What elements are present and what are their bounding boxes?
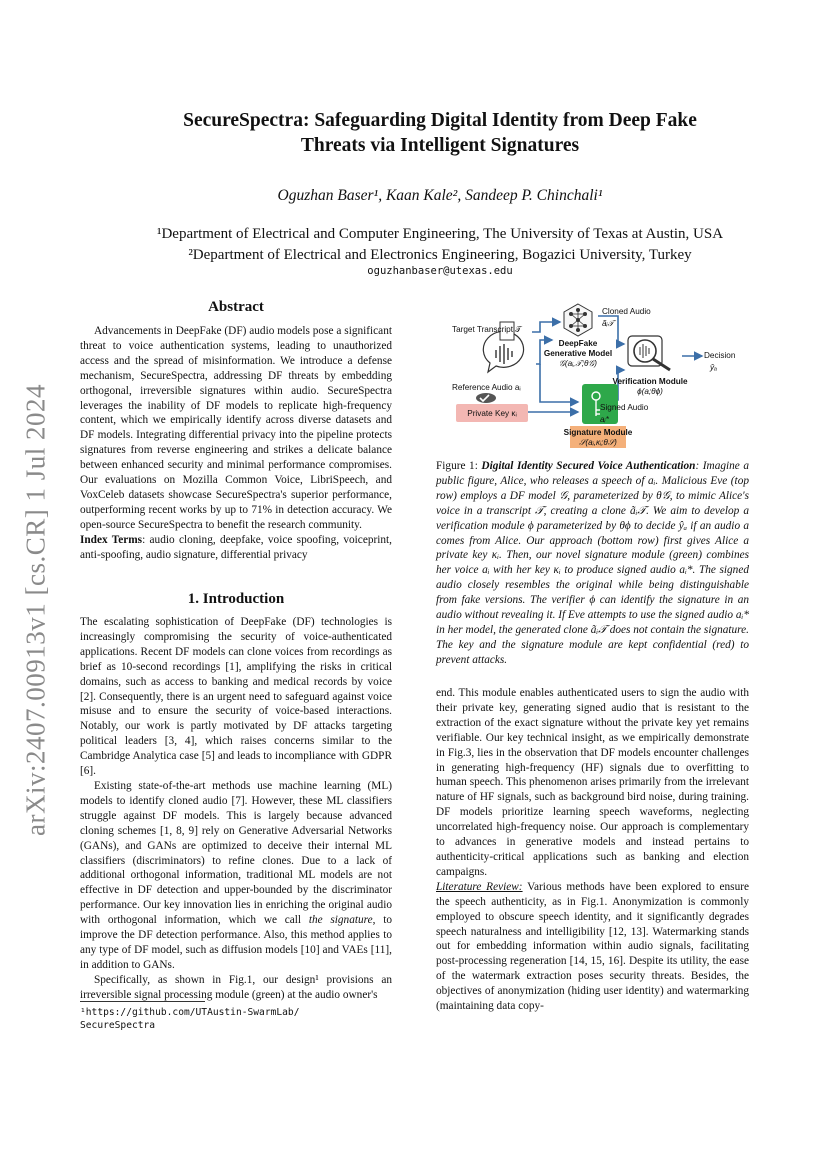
label-private-key: Private Key κᵢ	[467, 409, 517, 418]
label-signed-symbol: aᵢ*	[600, 415, 609, 424]
index-terms-label: Index Terms	[80, 533, 143, 546]
literature-review-paragraph: Literature Review: Various methods have been explored to ensure the speech authenticity, as in Fig.1. Anonymization is commonly employed to obscure speech identity, and it significantly degrades speech naturalness and intelligibility [12, 13]. Watermarking stands out for embedding information within audio signals, facilitating post-processing regeneration [14, 15, 16]. Despite its utility, the ease of the watermark extraction poses security threats. Besides, the objectives of anonymization (hiding user identity) and watermarking (maintaining data copy-	[436, 880, 749, 1013]
affiliations	[80, 224, 800, 266]
index-terms	[80, 533, 392, 563]
label-signature-formula: 𝒮(aᵢ,κᵢ;θ𝒮)	[579, 438, 617, 447]
figure-1-caption	[436, 459, 749, 668]
intro-paragraph-1: The escalating sophistication of DeepFake (DF) technologies is increasingly compromising the security of voice-authenticated applications. Recent DF models can clone voices from recordings as brief as 10-second recordings [1], amplifying the risks in critical domains, such as access to banking and medical records by voice [2]. Consequently, there is an urgent need to safeguard against voice misuse and to ensure the security of voice-based interactions. Notably, our work is partly motivated by DF attacks targeting political leaders [3, 4], which raises concerns similar to the Cambridge Analytica case [5] and leads to incompliance with GDPR [6].	[80, 616, 392, 778]
verification-magnifier-icon	[628, 336, 670, 370]
author-list: Oguzhan Baser¹, Kaan Kale², Sandeep P. Chinchali¹	[277, 187, 603, 204]
label-reference-audio: Reference Audio aᵢ	[452, 383, 521, 392]
arrow-transcript-to-deepfake	[532, 322, 560, 332]
index-terms-text: : audio cloning, deepfake, voice spoofing, voiceprint, anti-spoofing, audio signature, differential privacy	[80, 533, 392, 561]
label-cloned-audio: Cloned Audio	[602, 307, 651, 316]
affiliation-2: ²Department of Electrical and Electronics Engineering, Bogazici University, Turkey	[188, 247, 692, 263]
label-target-transcript: Target Transcript 𝒯	[452, 325, 522, 334]
literature-review-label: Literature Review:	[436, 880, 523, 893]
key-check-icon	[476, 393, 496, 403]
caption-label: Figure 1:	[436, 460, 482, 472]
arrow-reference-to-signature	[540, 364, 578, 402]
label-generative-model: Generative Model	[543, 349, 613, 358]
label-deepfake-formula: 𝒢(aᵢ,𝒯;θ𝒢)	[559, 359, 597, 368]
introduction-body	[80, 615, 392, 1003]
abstract-body	[80, 324, 392, 563]
label-cloned-symbol: ãᵢ𝒯	[602, 319, 614, 328]
label-decision-symbol: ŷₐ	[710, 363, 718, 372]
label-signature-module: Signature Module	[563, 428, 633, 437]
intro-paragraph-3: Specifically, as shown in Fig.1, our design¹ provisions an irreversible signal processing module (green) at the audio owner's	[80, 973, 392, 1001]
contact-email[interactable]: oguzhanbaser@utexas.edu	[367, 265, 513, 277]
neural-network-icon	[564, 304, 592, 336]
label-deepfake-title: DeepFake	[558, 339, 598, 348]
figure-1-diagram	[440, 300, 750, 450]
paper-title: SecureSpectra: Safeguarding Digital Identity from Deep Fake Threats via Intelligent Signatures	[183, 110, 697, 156]
abstract-text: Advancements in DeepFake (DF) audio models pose a significant threat to voice authentication systems, leading to unauthorized access and the spread of misinformation. We introduce a defense mechanism, SecureSpectra, addressing DF threats by embedding orthogonal, irreversible signatures within audio. SecureSpectra leverages the inability of DF models to replicate high-frequency content, which we empirically identify across diverse datasets and DF models. Integrating differential privacy into the pipeline protects signatures from reverse engineering and strikes a delicate balance between enhanced security and minimal performance compromises. Our evaluations on Mozilla Common Voice, LibriSpeech, and VoxCeleb datasets showcase SecureSpectra's superior performance, outperforming recent works by up to 71% in detection accuracy. We open-source SecureSpectra to benefit the research community.	[80, 325, 392, 531]
section-heading-introduction: 1. Introduction	[187, 591, 285, 607]
caption-title: Digital Identity Secured Voice Authentication	[481, 460, 696, 472]
label-decision: Decision	[704, 351, 736, 360]
abstract-heading: Abstract	[208, 299, 264, 315]
footnote-url[interactable]: ¹https://github.com/UTAustin-SwarmLab/ SecureSpectra	[80, 1007, 300, 1031]
label-verification-formula: ϕ(a;θϕ)	[637, 387, 663, 396]
footnote-divider	[80, 1001, 205, 1002]
intro-paragraph-2: Existing state-of-the-art methods use machine learning (ML) models to identify cloned audio [7]. However, these ML classifiers struggle against DF models. This is largely because advanced cloning schemes [1, 8, 9] rely on Generative Adversarial Networks (GANs), and GANs are optimized to deceive their internal ML classifiers (discriminators) to refine clones. Due to a lack of additional orthogonal information, traditional ML models are not effective in DF detection and upper-bounded by the discriminator performance. Our key innovation lies in enriching the original audio with orthogonal information, which we call the signature, to improve the DF detection performance. Also, this method applies to any type of DF model, such as diffusion models [10] and VAEs [11], in addition to GANs.	[80, 779, 393, 971]
right-column-body	[436, 686, 749, 1014]
label-verification-module: Verification Module	[612, 377, 688, 386]
caption-text: : Imagine a public figure, Alice, who releases a speech of aᵢ. Malicious Eve (top row) employs a DF model 𝒢, parameterized by θ𝒢, to mimic Alice's voice in a transcript 𝒯, creating a clone ãᵢ𝒯. We aim to develop a verification module ϕ parameterized by θϕ to decide ŷₐ if an audio a comes from Alice. Our approach (bottom row) first gives Alice a private key κᵢ. Then, our novel signature module (green) combines her voice aᵢ with her key κᵢ to produce signed audio aᵢ*. The signed audio closely resembles the original while being distinguishable from fake versions. The verifier ϕ can identify the signature in an audio without revealing it. If Eve attempts to use the signed audio aᵢ* in her model, the generated clone ãᵢ𝒯 does not contain the signature. The key and the signature module are kept confidential (red) to prevent attacks.	[436, 460, 750, 666]
label-signed-audio: Signed Audio	[600, 403, 649, 412]
right-paragraph-1: end. This module enables authenticated users to sign the audio with their private key, generating signed audio that is resistant to the extraction of the exact signature without the private key yet remains verifiable. Our key technical insight, as we empirically demonstrate in Fig.3, lies in the observation that DF models encounter challenges in generating high-frequency (HF) signals due to overfitting to human speech. This phenomenon arises primarily from the irrelevant nature of HF signals, such as background bird noise, during training. DF models prioritize learning speech waveforms, neglecting uncorrelated high-frequency noise. Our approach is complementary to advances in generative models and instead pertains to authenticity-critical applications such as banking and election campaigns.	[436, 687, 749, 878]
emphasis-the-signature: the signature	[308, 914, 373, 927]
arxiv-sidebar-id: arXiv:2407.00913v1 [cs.CR] 1 Jul 2024	[20, 384, 51, 836]
affiliation-1: ¹Department of Electrical and Computer Engineering, The University of Texas at Austin, USA	[156, 226, 724, 242]
